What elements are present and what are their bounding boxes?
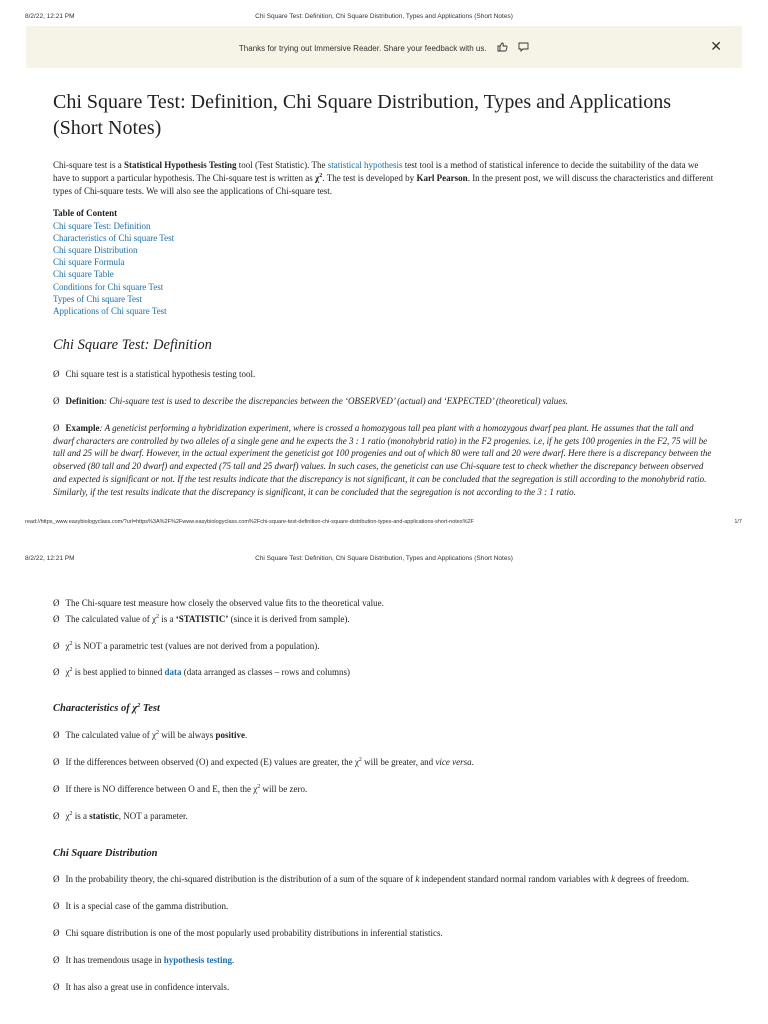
print-header xyxy=(0,8,768,22)
banner-message: Thanks for trying out Immersive Reader. Share your feedback with us. xyxy=(238,44,487,53)
close-icon[interactable]: ✕ xyxy=(710,38,722,54)
page-break xyxy=(0,529,768,549)
article-title: Chi Square Test: Definition, Chi Square Distribution, Types and Applications (Short Notes) xyxy=(53,91,672,139)
data-link[interactable]: data xyxy=(164,667,182,678)
toc-link-formula[interactable]: Chi square Formula xyxy=(53,257,125,268)
feedback-icon[interactable] xyxy=(518,42,529,54)
list-item: Ø The calculated value of $\chi^2$ is a ‘STATISTIC’ (since it is derived from sample). xyxy=(53,613,715,626)
toc-link-characteristics[interactable]: Characteristics of Chi square Test xyxy=(53,232,175,243)
characteristics-heading: Characteristics of $\chi^2$ Test xyxy=(53,703,160,715)
list-item: Ø If there is NO difference between O and E, then the $\chi^2$ will be zero. xyxy=(53,783,715,796)
toc-link-distribution[interactable]: Chi square Distribution xyxy=(53,245,138,255)
intro-paragraph: Chi-square test is a Statistical Hypothesis Testing tool (Test Statistic). The statistical hypothesis test tool is a method of statistical inference to decide the suitability of the data we have to support a particular hypothesis. The Chi-square test is written as $\chi^2$. The test is developed by Karl Pearson. In the present post, we will discuss the characteristics and different types of Chi-square tests. We will also see the applications of Chi-square test. xyxy=(53,160,714,196)
statistical-hypothesis-link[interactable]: statistical hypothesis xyxy=(327,160,403,170)
distribution-heading: Chi Square Distribution xyxy=(53,848,158,860)
list-item: Ø $\chi^2$ is NOT a parametric test (values are not derived from a population). xyxy=(53,640,715,653)
list-item: Ø Chi square test is a statistical hypothesis testing tool. xyxy=(53,368,715,381)
immersive-reader-banner xyxy=(26,26,742,68)
list-item: Ø The Chi-square test measure how closely the observed value fits to the theoretical value. xyxy=(53,597,715,610)
thumbs-up-icon[interactable] xyxy=(497,42,508,54)
list-item: Ø $\chi^2$ is best applied to binned data (data arranged as classes – rows and columns) xyxy=(53,666,715,679)
page-number: 1/7 xyxy=(734,519,742,525)
list-item: Ø $\chi^2$ is a statistic, NOT a parameter. xyxy=(53,810,715,823)
toc-link-types[interactable]: Types of Chi square Test xyxy=(53,293,143,304)
list-item: Ø It has also a great use in confidence intervals. xyxy=(53,981,715,994)
list-item: Ø Definition: Chi-square test is used to describe the discrepancies between the ‘OBSERVED’ (actual) and ‘EXPECTED’ (theoretical) values. xyxy=(53,395,715,408)
toc-link-definition[interactable]: Chi square Test: Definition xyxy=(53,220,151,231)
list-item: Ø If the differences between observed (O) and expected (E) values are greater, the $\chi^2$ will be greater, and vice versa. xyxy=(53,756,715,769)
list-item: Ø It is a special case of the gamma distribution. xyxy=(53,900,715,913)
toc-heading: Table of Content xyxy=(53,208,118,219)
print-date: 8/2/22, 12:21 PM xyxy=(25,555,75,562)
definition-heading: Chi Square Test: Definition xyxy=(53,337,212,354)
print-footer xyxy=(0,519,768,529)
table-of-content xyxy=(53,207,715,317)
list-item: Ø Example: A geneticist performing a hybridization experiment, where is crossed a homozygous tall pea plant with a homozygous dwarf pea plant. He assumes that the tall and dwarf characters are controlled by two alleles of a single gene and he expects the 3 : 1 ratio (monohybrid ratio) in the F2 progenies. i.e, if he gets 100 progenies in the F2, 75 will be tall and 25 will be dwarf. However, in the actual experiment the geneticist got 100 progenies and out of which 80 were tall and 20 were dwarf. Here there is a discrepancy between the observed (80 tall and 20 dwarf) and expected (75 tall and 25 dwarf) values. In such cases, the geneticist can use Chi-square test to check whether the discrepancy between observed and expected is significant or not. If the test results indicate that the discrepancy is not significant, it can be concluded that the segregation is still according to the monohybrid ratio. Similarly, if the test results indicate that the discrepancy is significant, it can be concluded that the segregation is not according to the 3 : 1 ratio. xyxy=(53,422,715,499)
list-item: Ø Chi square distribution is one of the most popularly used probability distributions in inferential statistics. xyxy=(53,927,715,940)
print-url: read://https_www.easybiologyclass.com/?url=https%3A%2F%2Fwww.easybiologyclass.com%2Fchi-square-test-definition-chi-square-distribution-types-and-applications-short-notes%2F xyxy=(25,519,474,525)
toc-link-conditions[interactable]: Conditions for Chi square Test xyxy=(53,281,164,292)
article-page-2 xyxy=(53,597,715,1017)
toc-link-table[interactable]: Chi square Table xyxy=(53,269,114,280)
print-title: Chi Square Test: Definition, Chi Square Distribution, Types and Applications (Short Notes) xyxy=(255,13,513,20)
print-header xyxy=(0,550,768,564)
list-item: Ø It has tremendous usage in hypothesis testing. xyxy=(53,954,715,967)
toc-link-applications[interactable]: Applications of Chi square Test xyxy=(53,306,167,317)
list-item: Ø In the probability theory, the chi-squared distribution is the distribution of a sum of the square of k independent standard normal random variables with k degrees of freedom. xyxy=(53,873,715,886)
print-title: Chi Square Test: Definition, Chi Square Distribution, Types and Applications (Short Notes) xyxy=(255,555,513,562)
hypothesis-testing-link[interactable]: hypothesis testing xyxy=(163,954,232,965)
article-page-1 xyxy=(53,89,715,519)
print-date: 8/2/22, 12:21 PM xyxy=(25,13,75,20)
list-item: Ø The calculated value of $\chi^2$ will be always positive. xyxy=(53,729,715,742)
